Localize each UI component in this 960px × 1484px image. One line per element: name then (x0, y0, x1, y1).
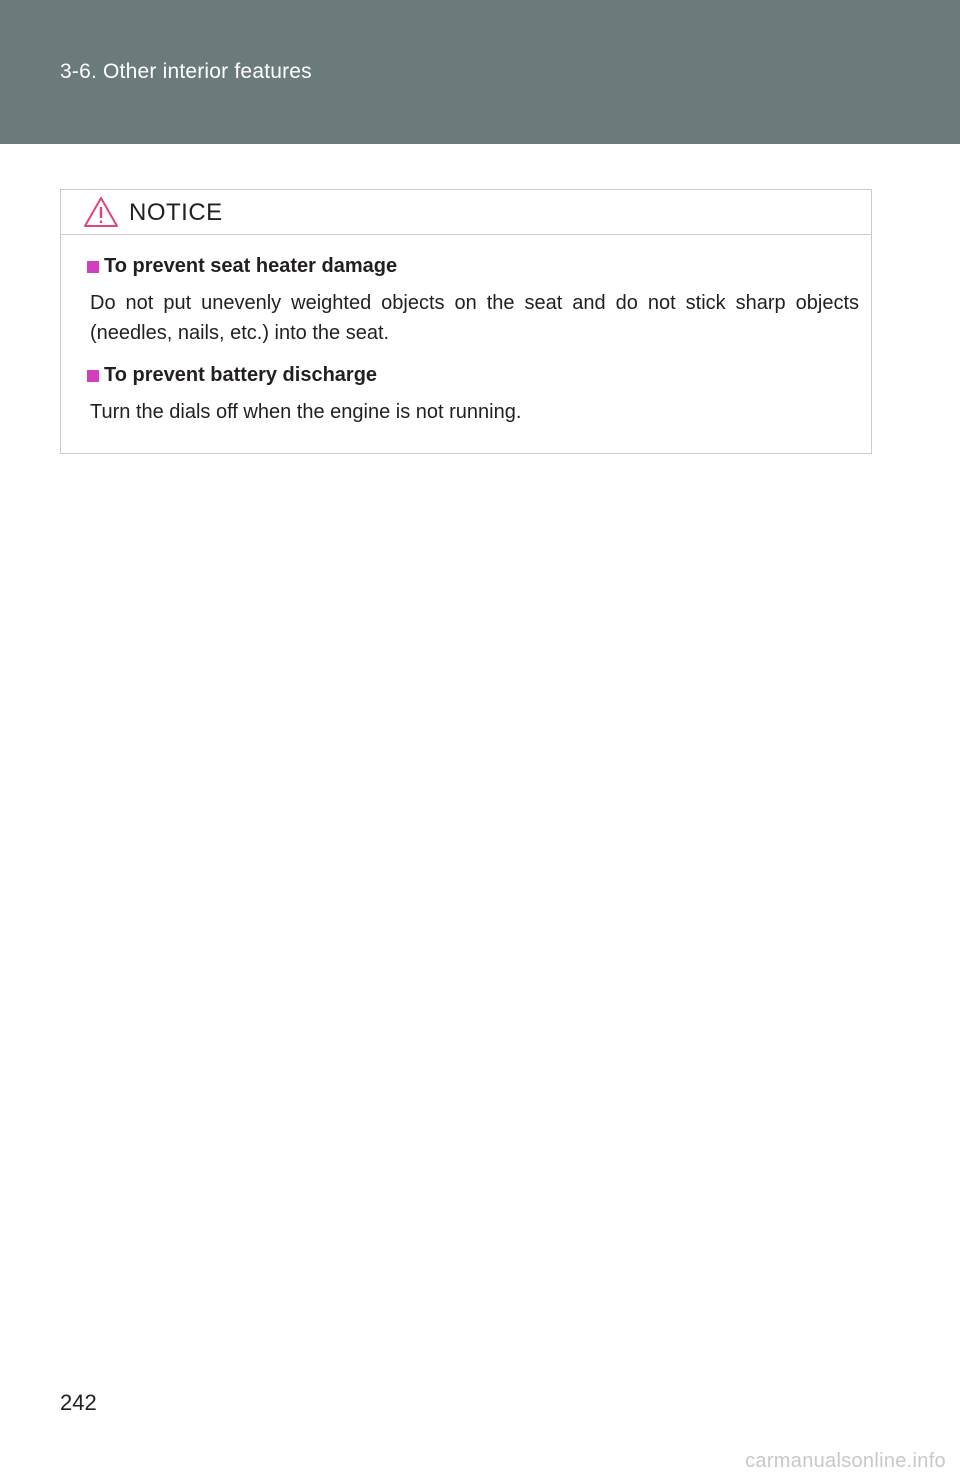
square-bullet-icon (87, 261, 99, 273)
notice-item-heading-text: To prevent seat heater damage (104, 255, 398, 277)
notice-item-heading (87, 255, 859, 278)
notice-item-heading-text: To prevent battery discharge (104, 364, 378, 386)
notice-item (87, 364, 859, 427)
notice-item-heading (87, 364, 859, 387)
notice-body (61, 235, 871, 427)
header-band (0, 0, 960, 144)
warning-triangle-icon (83, 196, 119, 228)
notice-header (61, 190, 871, 235)
notice-item-text: Do not put unevenly weighted objects on the seat and do not stick sharp objects (needles, nails, etc.) into the seat. (90, 292, 859, 344)
watermark: carmanualsonline.info (745, 1450, 946, 1472)
notice-item-text: Turn the dials off when the engine is not running. (90, 401, 522, 423)
square-bullet-icon (87, 370, 99, 382)
page-number: 242 (60, 1390, 97, 1415)
notice-title: NOTICE (129, 199, 223, 226)
section-title: 3-6. Other interior features (60, 60, 312, 83)
notice-item (87, 255, 859, 348)
notice-box (60, 189, 872, 454)
